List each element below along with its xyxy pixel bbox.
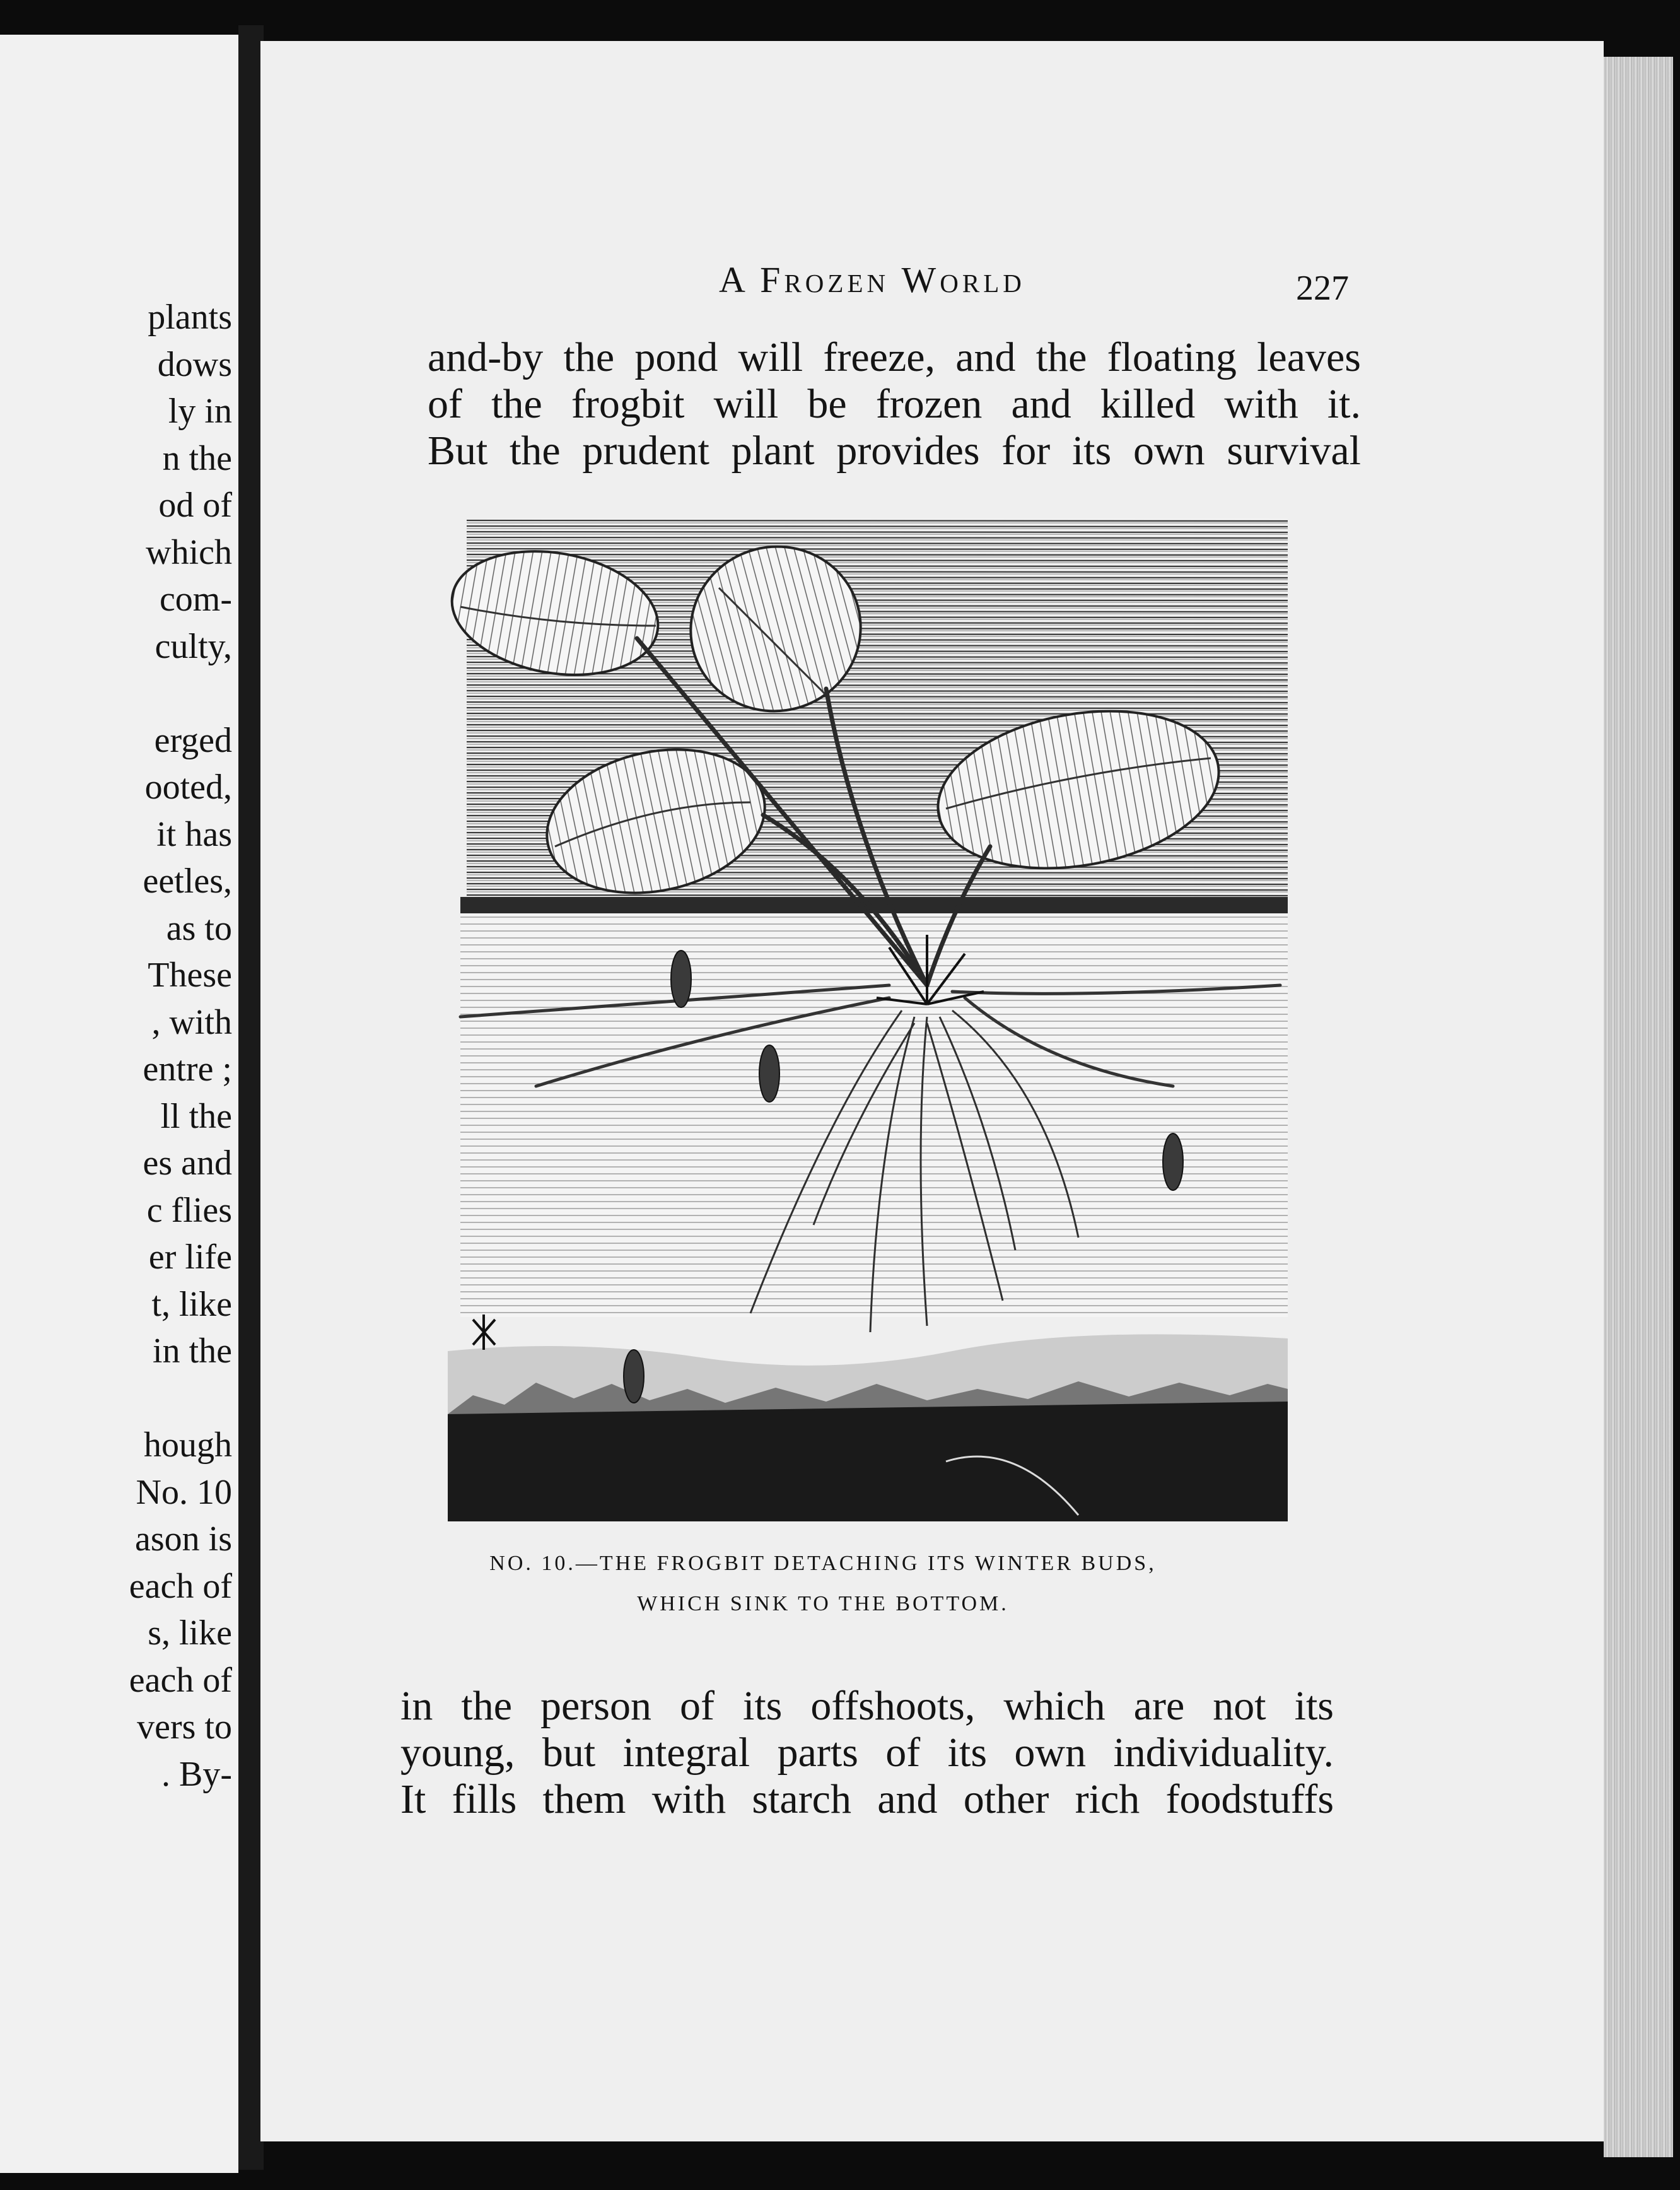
left-page-text-fragment: eetles, <box>143 862 232 901</box>
body-text-line: But the prudent plant provides for its own survival <box>428 428 1361 474</box>
body-text-line: and-by the pond will freeze, and the floating leaves <box>428 334 1361 380</box>
left-page-text-fragment: t, like <box>151 1284 232 1324</box>
left-page-text-fragment: od of <box>158 486 232 525</box>
left-page-text-fragment: hough <box>144 1426 232 1465</box>
left-page-text-fragment: it has <box>156 814 232 854</box>
book-gutter <box>238 25 264 2170</box>
left-page-text-fragment: n the <box>162 438 232 478</box>
left-page-text-fragment: , with <box>151 1002 232 1042</box>
left-page-text-fragment: each of <box>129 1566 232 1606</box>
left-page-text-fragment: in the <box>153 1332 232 1371</box>
left-page-text-fragment: dows <box>157 344 232 384</box>
frogbit-illustration <box>448 518 1288 1521</box>
left-page-text-fragment: entre ; <box>143 1050 232 1089</box>
left-page-text-fragment: er life <box>148 1238 232 1277</box>
left-page <box>0 35 238 2173</box>
left-page-text-fragment: s, like <box>148 1613 232 1653</box>
left-page-text-fragment: c flies <box>146 1190 232 1230</box>
left-page-text-fragment: plants <box>148 298 232 337</box>
left-page-text-fragment: es and <box>143 1144 232 1183</box>
left-page-text-fragment: each of <box>129 1660 232 1700</box>
body-text-line: in the person of its offshoots, which are not its <box>400 1683 1334 1729</box>
left-page-text-fragment: No. 10 <box>136 1472 232 1512</box>
left-page-text-fragment: ll the <box>160 1096 232 1136</box>
left-page-text-fragment: ooted, <box>144 768 232 807</box>
figure-caption-line: WHICH SINK TO THE BOTTOM. <box>637 1592 1009 1615</box>
body-text-line: of the frogbit will be frozen and killed with it. <box>428 381 1361 427</box>
figure-caption-line: NO. 10.—THE FROGBIT DETACHING ITS WINTER BUDS, <box>489 1552 1157 1575</box>
page-number: 227 <box>1296 269 1349 308</box>
page-edges <box>1604 57 1673 2157</box>
left-page-text-fragment: ason is <box>135 1520 232 1559</box>
left-page-text-fragment: which <box>146 532 232 572</box>
left-page-text-fragment: vers to <box>137 1707 232 1747</box>
left-page-text-fragment: erged <box>154 720 232 760</box>
left-page-text-fragment: as to <box>166 908 232 948</box>
left-page-text-fragment: com- <box>159 580 232 619</box>
left-page-text-fragment: These <box>148 956 232 995</box>
body-text-line: It fills them with starch and other rich foodstuffs <box>400 1776 1334 1822</box>
left-page-text-fragment: ly in <box>168 392 232 431</box>
body-text-line: young, but integral parts of its own individuality. <box>400 1730 1334 1776</box>
left-page-text-fragment: . By- <box>161 1754 232 1794</box>
left-page-text-fragment: culty, <box>155 626 232 666</box>
running-head: A Frozen World <box>719 259 1025 300</box>
